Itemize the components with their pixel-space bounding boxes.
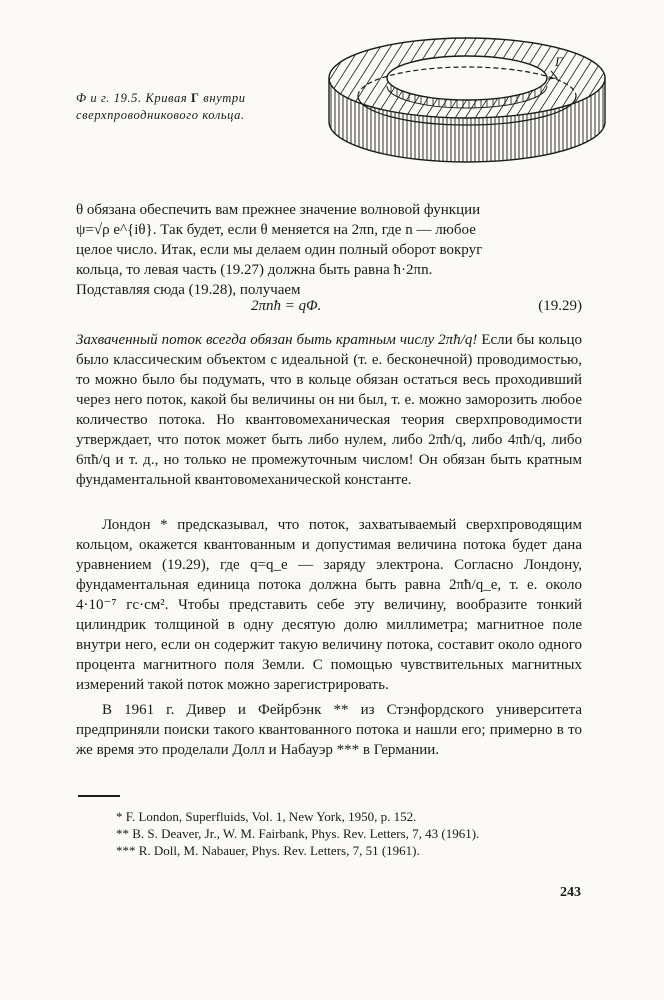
figure-caption-text2: внутри сверхпроводникового кольца. bbox=[76, 91, 246, 122]
paragraph-3 bbox=[76, 515, 582, 695]
paragraph-2 bbox=[76, 330, 582, 490]
gamma-label: Γ bbox=[555, 54, 563, 69]
figure-caption-label: Ф и г. 19.5. bbox=[76, 91, 142, 105]
footnote-rule bbox=[78, 795, 120, 797]
paragraph-3-text: Лондон * предсказывал, что поток, захватываемый сверхпроводящим кольцом, окажется квантованным и допустимая величина потока будет дана уравнением (19.29), где q=q_e — заряду электрона. Согласно Лондону, фундаментальная единица потока должна быть равна 2πħ/q_e, т. е. около 4·10⁻⁷ гс·см². Чтобы представить себе эту величину, вообразите тонкий цилиндрик толщиной в одну десятую долю миллиметра; магнитное поле внутри него, если он содержит такую величину потока, составит около одного процента магнитного поля Земли. С помощью чувствительных магнитных измерений такой поток можно зарегистрировать. bbox=[76, 517, 582, 693]
paragraph-2-text: Если бы кольцо было классическим объектом с идеальной (т. е. бесконечной) проводимостью, то можно было бы подумать, что в кольце обязан остаться весь проходивший через него поток, какой бы величины он ни был, т. е. можно заморозить любое количество потока. Но квантовомеханическая теория сверхпроводимости утверждает, что поток может быть либо нулем, либо 2πħ/q, либо 4πħ/q, либо 6πħ/q и т. д., но только не промежуточным числом! Он обязан быть кратным фундаментальной квантовомеханической константе. bbox=[76, 332, 583, 488]
emphasis-statement: Захваченный поток всегда обязан быть кратным числу 2πħ/q! bbox=[76, 332, 478, 348]
text-line: θ обязана обеспечить вам прежнее значение волновой функции bbox=[76, 202, 481, 218]
paragraph-4 bbox=[76, 700, 582, 760]
text-line: целое число. Итак, если мы делаем один полный оборот вокруг bbox=[76, 242, 483, 258]
footnote-2: ** B. S. Deaver, Jr., W. M. Fairbank, Phys. Rev. Letters, 7, 43 (1961). bbox=[116, 826, 480, 841]
equation-19-29 bbox=[76, 296, 582, 318]
ring-outer-wall bbox=[331, 74, 603, 166]
text-line: кольца, то левая часть (19.27) должна быть равна ħ·2πn. bbox=[76, 262, 433, 278]
figure-caption-text: Кривая bbox=[145, 91, 188, 105]
equation-number: (19.29) bbox=[538, 298, 582, 314]
page-number: 243 bbox=[560, 885, 581, 900]
text-line: ψ=√ρ e^{iθ}. Так будет, если θ меняется на 2πn, где n — любое bbox=[76, 222, 476, 238]
paragraph-1 bbox=[76, 200, 582, 300]
figure-caption-symbol: Γ bbox=[191, 91, 200, 105]
ring-figure bbox=[325, 34, 609, 190]
paragraph-4-text: В 1961 г. Дивер и Фейрбэнк ** из Стэнфордского университета предприняли поиски такого квантованного потока и нашли его; примерно в то же время это проделали Долл и Набауэр *** в Германии. bbox=[76, 702, 582, 758]
figure-caption bbox=[76, 90, 321, 124]
gamma-curve bbox=[358, 67, 576, 125]
footnotes bbox=[76, 808, 582, 859]
equation-formula: 2πnħ = qΦ. bbox=[251, 298, 322, 314]
text-line: Подставляя сюда (19.28), получаем bbox=[76, 282, 301, 298]
footnote-3: *** R. Doll, M. Nabauer, Phys. Rev. Letters, 7, 51 (1961). bbox=[116, 843, 420, 858]
footnote-1: * F. London, Superfluids, Vol. 1, New York, 1950, p. 152. bbox=[116, 809, 417, 824]
